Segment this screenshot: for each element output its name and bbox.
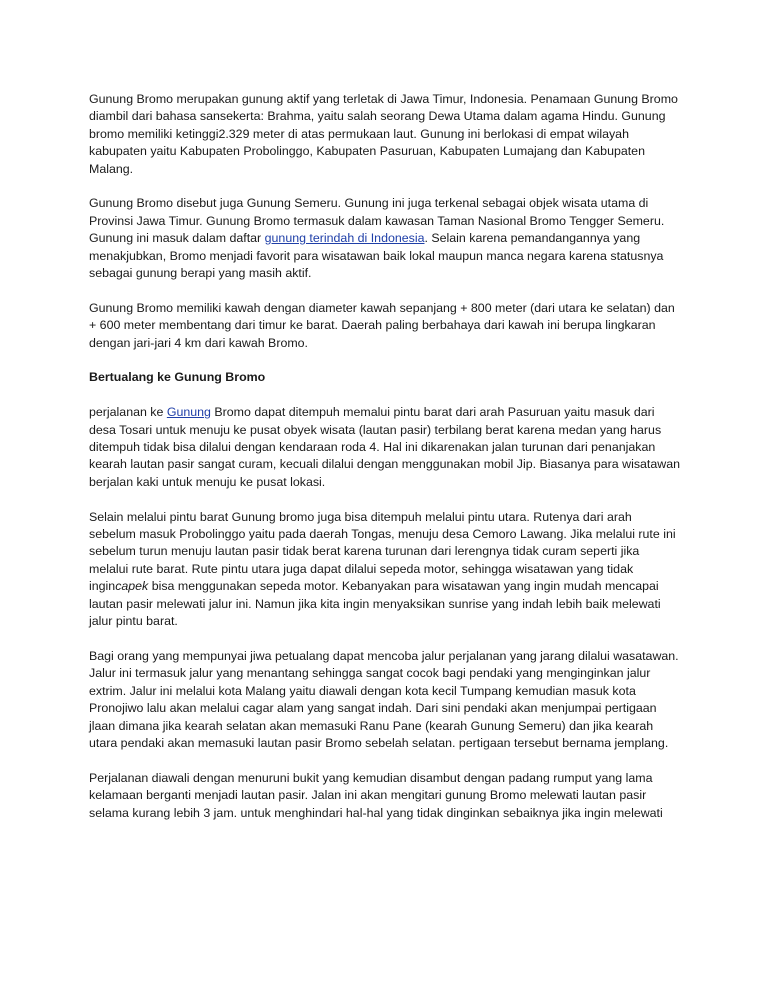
paragraph-pintu-barat-text-start: perjalanan ke <box>89 405 167 420</box>
paragraph-jalur-petualang <box>89 648 681 752</box>
paragraph-pintu-barat-text-end: Bromo dapat ditempuh memalui pintu barat dari arah Pasuruan yaitu masuk dari desa Tosari untuk menuju ke pusat obyek wisata (lautan pasir) terbilang berat karena medan yang harus ditempuh tidak bisa dilalui dengan kendaraan roda 4. Hal ini dikarenakan jalan turunan dari penanjakan kearah lautan pasir sangat curam, kecuali dilalui dengan menggunakan mobil Jip. Biasanya para wisatawan berjalan kaki untuk menuju ke pusat lokasi. <box>89 405 680 489</box>
section-heading: Bertualang ke Gunung Bromo <box>89 370 266 385</box>
paragraph-pintu-utara-text-start: Selain melalui pintu barat Gunung bromo juga bisa ditempuh melalui pintu utara. Rutenya dari arah sebelum masuk Probolinggo yaitu pada daerah Tongas, menuju desa Cemoro Lawang. Jika melalui rute ini sebelum turun menuju lautan pasir tidak berat karena turunan dari lerengnya tidak curam seperti jika melalui rute barat. Rute pintu utara juga dapat dilalui sepeda motor, sehingga wisatawan yang tidak ingin <box>89 509 676 594</box>
paragraph-semeru-text-start: Gunung Bromo disebut juga Gunung Semeru. Gunung ini juga terkenal sebagai objek wisata utama di Provinsi Jawa Timur. Gunung Bromo termasuk dalam kawasan Taman Nasional Bromo Tengger Semeru. Gunung ini masuk dalam daftar <box>89 196 665 246</box>
paragraph-semeru <box>89 195 681 282</box>
paragraph-intro-text: Gunung Bromo merupakan gunung aktif yang terletak di Jawa Timur, Indonesia. Penamaan Gunung Bromo diambil dari bahasa sansekerta: Brahma, yaitu salah seorang Dewa Utama dalam agama Hindu. Gunung bromo memiliki ketinggi2.329 meter di atas permukaan laut. Gunung ini berlokasi di empat wilayah kabupaten yaitu Kabupaten Probolinggo, Kabupaten Pasuruan, Kabupaten Lumajang dan Kabupaten Malang. <box>89 92 678 176</box>
paragraph-pintu-barat <box>89 404 681 491</box>
paragraph-kawah-text: Gunung Bromo memiliki kawah dengan diameter kawah sepanjang + 800 meter (dari utara ke selatan) dan + 600 meter membentang dari timur ke barat. Daerah paling berbahaya dari kawah ini berupa lingkaran dengan jari-jari 4 km dari kawah Bromo. <box>89 300 675 350</box>
paragraph-semeru-text-end: . Selain karena pemandangannya yang menakjubkan, Bromo menjadi favorit para wisatawan baik lokal maupun manca negara karena statusnya sebagai gunung berapi yang masih aktif. <box>89 231 664 281</box>
paragraph-kawah <box>89 300 681 352</box>
italic-word-capek: capek <box>115 579 149 594</box>
paragraph-intro <box>89 91 681 178</box>
link-gunung-terindah[interactable]: gunung terindah di Indonesia <box>264 231 425 246</box>
link-gunung[interactable]: Gunung <box>166 405 211 420</box>
paragraph-perjalanan <box>89 770 681 822</box>
paragraph-pintu-utara <box>89 509 681 631</box>
paragraph-pintu-utara-text-end: bisa menggunakan sepeda motor. Kebanyakan para wisatawan yang ingin mudah mencapai lautan pasir melewati jalur ini. Namun jika kita ingin menyaksikan sunrise yang indah lebih baik melewati jalur pintu barat. <box>89 579 661 629</box>
document-page <box>89 91 681 839</box>
paragraph-perjalanan-text: Perjalanan diawali dengan menuruni bukit yang kemudian disambut dengan padang rumput yang lama kelamaan berganti menjadi lautan pasir. Jalan ini akan mengitari gunung Bromo melewati lautan pasir selama kurang lebih 3 jam. untuk menghindari hal-hal yang tidak dinginkan sebaiknya jika ingin melewati <box>89 770 663 820</box>
paragraph-jalur-petualang-text: Bagi orang yang mempunyai jiwa petualang dapat mencoba jalur perjalanan yang jarang dilalui wasatawan. Jalur ini termasuk jalur yang menantang sehingga sangat cocok bagi pendaki yang menginginkan jalur extrim. Jalur ini melalui kota Malang yaitu diawali dengan kota kecil Tumpang kemudian masuk kota Pronojiwo lalu akan melalui cagar alam yang sangat indah. Dari sini pendaki akan menjumpai pertigaan jlaan dimana jika kearah selatan akan memasuki Ranu Pane (kearah Gunung Semeru) dan jika kearah utara pendaki akan memasuki lautan pasir Bromo sebelah selatan. pertigaan tersebut bernama jemplang. <box>89 648 679 750</box>
